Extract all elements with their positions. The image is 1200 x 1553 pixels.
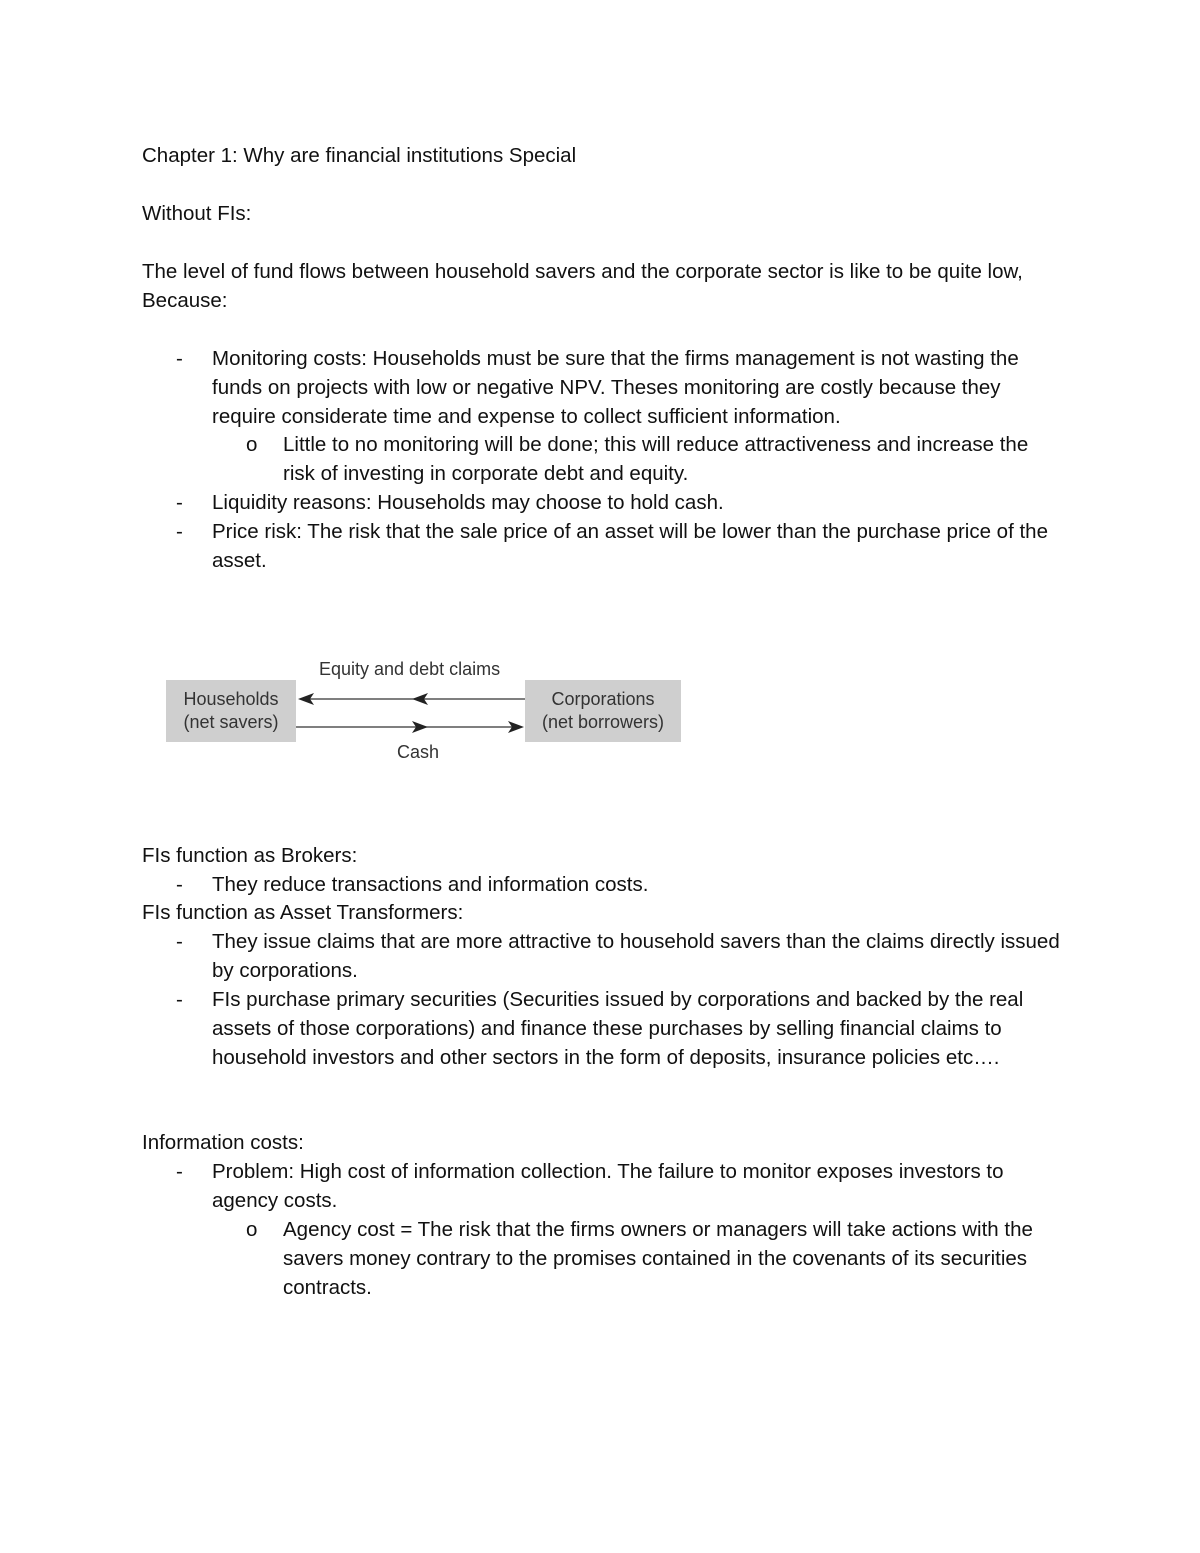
intro-paragraph: The level of fund flows between household savers and the corporate sector is like to be quite low, Because:: [142, 260, 1023, 312]
households-title: Households: [183, 689, 279, 709]
reason-monitoring-costs: Monitoring costs: Households must be sure that the firms management is not wasting the funds on projects with low or negative NPV. Theses monitoring are costly because they require considerate time and expense to collect sufficient information.: [212, 347, 1019, 428]
equity-debt-claims-label: Equity and debt claims: [319, 659, 501, 679]
page-title: Chapter 1: Why are financial institutions Special: [142, 144, 577, 167]
fund-flow-diagram: [150, 650, 710, 780]
info-costs-problem: Problem: High cost of information collection. The failure to monitor exposes investors to agency costs.: [212, 1160, 1004, 1212]
dash-bullet: -: [176, 491, 183, 514]
circle-bullet: o: [246, 1218, 258, 1241]
transformers-item-securities: FIs purchase primary securities (Securities issued by corporations and backed by the real assets of those corporations) and finance these purchases by selling financial claims to household investors and other sectors in the form of deposits, insurance policies etc….: [212, 988, 1024, 1069]
households-subtitle: (net savers): [183, 712, 279, 732]
agency-cost-definition: Agency cost = The risk that the firms owners or managers will take actions with the savers money contrary to the promises contained in the covenants of its securities contracts.: [283, 1218, 1033, 1299]
brokers-heading: FIs function as Brokers:: [142, 844, 358, 867]
circle-bullet: o: [246, 433, 258, 456]
transformers-heading: FIs function as Asset Transformers:: [142, 901, 464, 924]
dash-bullet: -: [176, 930, 183, 953]
dash-bullet: -: [176, 347, 183, 370]
corporations-subtitle: (net borrowers): [541, 712, 665, 732]
transformers-item-claims: They issue claims that are more attractive to household savers than the claims directly issued by corporations.: [212, 930, 1060, 982]
reason-monitoring-sub: Little to no monitoring will be done; this will reduce attractiveness and increase the risk of investing in corporate debt and equity.: [283, 433, 1029, 485]
dash-bullet: -: [176, 873, 183, 896]
info-costs-heading: Information costs:: [142, 1131, 304, 1154]
brokers-item: They reduce transactions and information costs.: [212, 873, 649, 896]
dash-bullet: -: [176, 1160, 183, 1183]
without-fis-heading: Without FIs:: [142, 202, 252, 225]
reason-liquidity: Liquidity reasons: Households may choose to hold cash.: [212, 491, 724, 514]
reason-price-risk: Price risk: The risk that the sale price of an asset will be lower than the purchase price of the asset.: [212, 520, 1048, 572]
dash-bullet: -: [176, 520, 183, 543]
cash-label: Cash: [397, 742, 440, 762]
corporations-title: Corporations: [551, 689, 655, 709]
dash-bullet: -: [176, 988, 183, 1011]
